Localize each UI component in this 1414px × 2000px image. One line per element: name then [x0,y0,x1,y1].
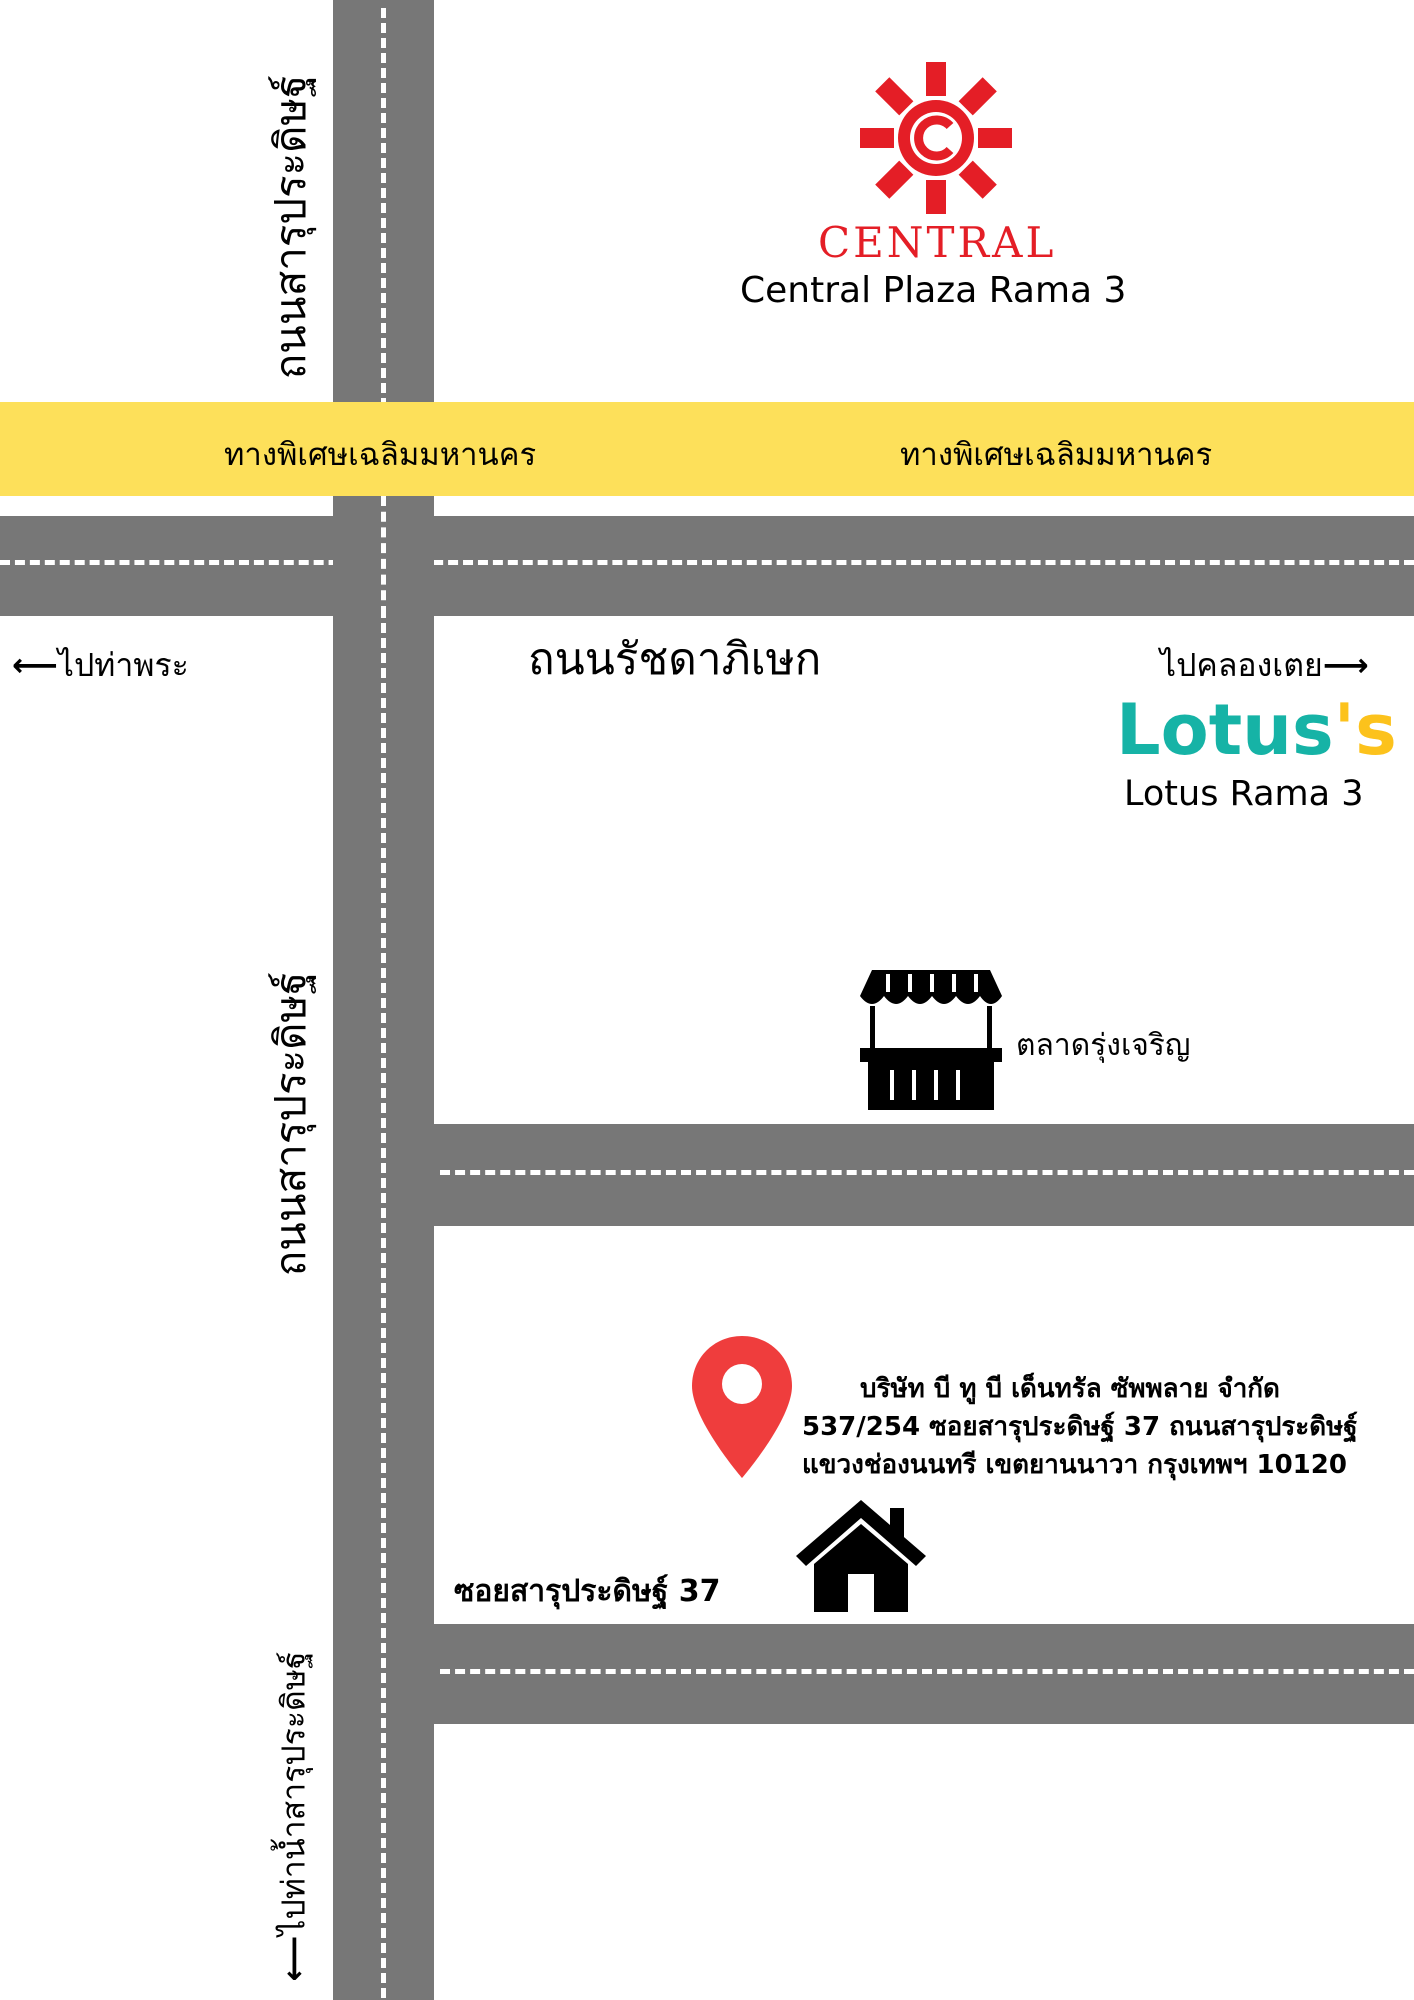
soi37-street [434,1624,1414,1724]
arrow-right-icon: ⟶ [1322,646,1369,684]
location-pin-icon [692,1336,792,1478]
market-street-lane-divider [440,1170,1414,1175]
central-logo-icon [858,60,1014,216]
sathu-pradit-label-top: ถนนสารุประดิษฐ์ [266,74,315,380]
house-icon [794,1494,928,1614]
expressway-label-left: ทางพิเศษเฉลิมมหานคร [224,437,537,473]
lotus-logo-main: Lotus [1116,689,1334,771]
direction-down-text: ไปท่าน้ำสารุประดิษฐ์ [274,1651,313,1936]
lotus-logo-mark: 's [1333,689,1397,771]
soi37-label: ซอยสารุประดิษฐ์ 37 [454,1574,721,1609]
soi37-lane-divider [440,1669,1414,1674]
direction-left-text: ไปท่าพระ [57,646,189,684]
rachadapisek-lane-divider [0,560,1414,565]
rachadapisek-label: ถนนรัชดาภิเษก [528,634,822,685]
expressway-label-right: ทางพิเศษเฉลิมมหานคร [900,437,1213,473]
direction-down-label [269,1651,320,1982]
company-address-line1: 537/254 ซอยสารุประดิษฐ์ 37 ถนนสารุประดิษฐ์ [802,1412,1358,1442]
direction-right-label [1160,640,1369,691]
rachadapisek-road [0,516,1414,616]
lotus-store-name: Lotus Rama 3 [1124,774,1364,814]
direction-left-label [12,640,189,691]
central-brand: CENTRAL [818,218,1057,267]
company-address-line2: แขวงช่องนนทรี เขตยานนาวา กรุงเทพฯ 10120 [802,1450,1347,1480]
arrow-down-icon: ⟵ [274,1935,313,1982]
arrow-left-icon: ⟵ [12,646,58,684]
direction-right-text: ไปคลองเตย [1160,646,1323,684]
market-label: ตลาดรุ่งเจริญ [1016,1028,1191,1063]
market-street [434,1124,1414,1226]
lotus-logo [1116,690,1397,770]
intersection-divider [381,496,386,616]
market-stall-icon [860,968,1002,1112]
sathu-pradit-lane-divider [381,8,386,1998]
company-name: บริษัท บี ทู บี เด็นทรัล ซัพพลาย จำกัด [860,1374,1280,1404]
sathu-pradit-label-mid: ถนนสารุประดิษฐ์ [266,971,315,1277]
central-plaza-name: Central Plaza Rama 3 [740,270,1127,311]
